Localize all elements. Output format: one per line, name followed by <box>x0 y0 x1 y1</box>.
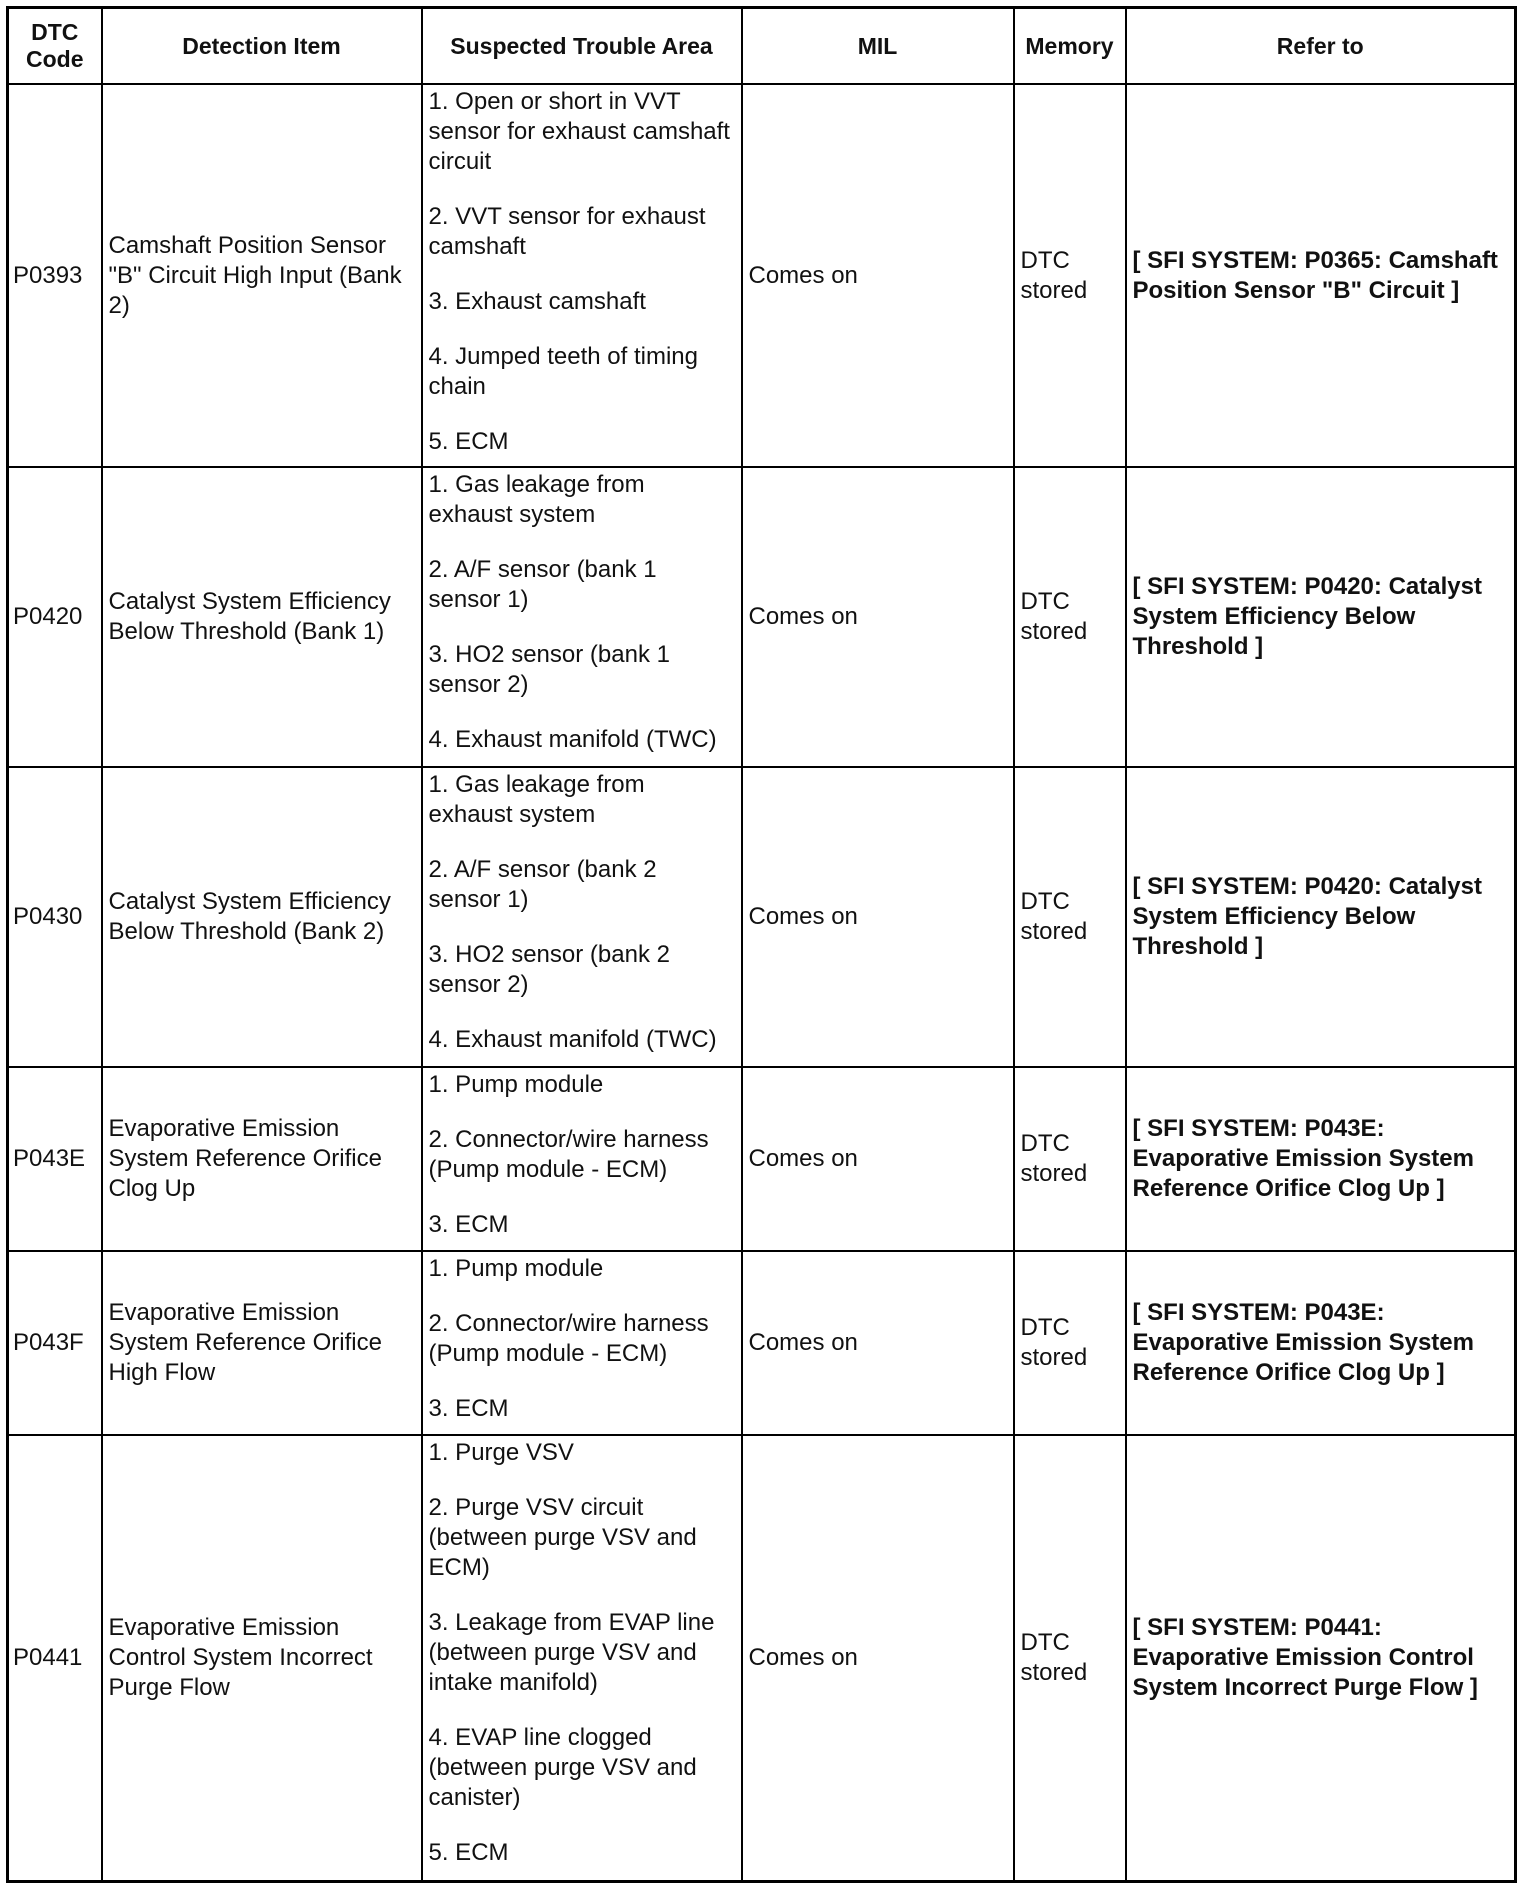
trouble-area-item: 2. Purge VSV circuit (between purge VSV and ECM) <box>428 1494 697 1581</box>
trouble-area-item: 3. Exhaust camshaft <box>428 288 646 315</box>
dtc-code-cell: P043E <box>8 1067 102 1251</box>
detection-item-cell: Evaporative Emission System Reference Orifice Clog Up <box>102 1067 422 1251</box>
trouble-area-item: 1. Purge VSV <box>428 1439 574 1466</box>
dtc-code-cell: P0420 <box>8 467 102 767</box>
table-row <box>8 767 1516 1067</box>
refer-to-cell: [ SFI SYSTEM: P0420: Catalyst System Efficiency Below Threshold ] <box>1126 767 1516 1067</box>
header-memory: Memory <box>1014 8 1126 85</box>
header-suspected-trouble-area: Suspected Trouble Area <box>422 8 742 85</box>
trouble-area-item: 3. ECM <box>428 1211 509 1238</box>
trouble-area-item: 2. VVT sensor for exhaust camshaft <box>428 203 706 260</box>
table-row <box>8 84 1516 467</box>
memory-cell: DTC stored <box>1014 1435 1126 1881</box>
refer-to-cell: [ SFI SYSTEM: P0441: Evaporative Emission Control System Incorrect Purge Flow ] <box>1126 1435 1516 1881</box>
refer-to-cell: [ SFI SYSTEM: P043E: Evaporative Emission System Reference Orifice Clog Up ] <box>1126 1251 1516 1435</box>
trouble-area-item: 2. A/F sensor (bank 1 sensor 1) <box>428 556 657 613</box>
mil-cell: Comes on <box>742 84 1014 467</box>
trouble-area-item: 1. Gas leakage from exhaust system <box>428 471 645 528</box>
header-dtc-code: DTC Code <box>8 8 102 85</box>
refer-to-cell: [ SFI SYSTEM: P043E: Evaporative Emission System Reference Orifice Clog Up ] <box>1126 1067 1516 1251</box>
trouble-area-item: 4. Exhaust manifold (TWC) <box>428 726 717 753</box>
table-row <box>8 1251 1516 1435</box>
mil-cell: Comes on <box>742 1251 1014 1435</box>
refer-to-cell: [ SFI SYSTEM: P0365: Camshaft Position Sensor "B" Circuit ] <box>1126 84 1516 467</box>
suspected-trouble-area-cell <box>422 1067 742 1251</box>
suspected-trouble-area-cell <box>422 1251 742 1435</box>
dtc-code-cell: P0430 <box>8 767 102 1067</box>
header-refer-to: Refer to <box>1126 8 1516 85</box>
memory-cell: DTC stored <box>1014 1067 1126 1251</box>
memory-cell: DTC stored <box>1014 84 1126 467</box>
dtc-code-cell: P0441 <box>8 1435 102 1881</box>
table-row <box>8 1435 1516 1881</box>
table-row <box>8 467 1516 767</box>
trouble-area-item: 4. EVAP line clogged (between purge VSV and canister) <box>428 1724 697 1811</box>
trouble-area-item: 5. ECM <box>428 1839 509 1866</box>
trouble-area-item: 2. Connector/wire harness (Pump module - ECM) <box>428 1310 709 1367</box>
trouble-area-item: 2. Connector/wire harness (Pump module - ECM) <box>428 1126 709 1183</box>
trouble-area-item: 3. HO2 sensor (bank 1 sensor 2) <box>428 641 670 698</box>
trouble-area-item: 3. HO2 sensor (bank 2 sensor 2) <box>428 941 670 998</box>
trouble-area-item: 2. A/F sensor (bank 2 sensor 1) <box>428 856 657 913</box>
header-detection-item: Detection Item <box>102 8 422 85</box>
memory-cell: DTC stored <box>1014 1251 1126 1435</box>
trouble-area-item: 4. Jumped teeth of timing chain <box>428 343 698 400</box>
memory-cell: DTC stored <box>1014 767 1126 1067</box>
dtc-code-cell: P0393 <box>8 84 102 467</box>
header-row <box>8 8 1516 85</box>
trouble-area-item: 5. ECM <box>428 428 509 455</box>
trouble-area-item: 3. Leakage from EVAP line (between purge VSV and intake manifold) <box>428 1609 715 1696</box>
detection-item-cell: Catalyst System Efficiency Below Threshold (Bank 1) <box>102 467 422 767</box>
suspected-trouble-area-cell <box>422 84 742 467</box>
header-mil: MIL <box>742 8 1014 85</box>
mil-cell: Comes on <box>742 1435 1014 1881</box>
dtc-code-cell: P043F <box>8 1251 102 1435</box>
trouble-area-item: 1. Pump module <box>428 1071 604 1098</box>
detection-item-cell: Evaporative Emission Control System Incorrect Purge Flow <box>102 1435 422 1881</box>
suspected-trouble-area-cell <box>422 467 742 767</box>
trouble-area-item: 1. Open or short in VVT sensor for exhaust camshaft circuit <box>428 88 730 175</box>
dtc-table-page <box>6 6 1514 1866</box>
dtc-table <box>6 6 1517 1883</box>
detection-item-cell: Camshaft Position Sensor "B" Circuit High Input (Bank 2) <box>102 84 422 467</box>
trouble-area-item: 1. Pump module <box>428 1255 604 1282</box>
detection-item-cell: Evaporative Emission System Reference Orifice High Flow <box>102 1251 422 1435</box>
suspected-trouble-area-cell <box>422 1435 742 1881</box>
mil-cell: Comes on <box>742 767 1014 1067</box>
memory-cell: DTC stored <box>1014 467 1126 767</box>
trouble-area-item: 1. Gas leakage from exhaust system <box>428 771 645 828</box>
mil-cell: Comes on <box>742 467 1014 767</box>
detection-item-cell: Catalyst System Efficiency Below Threshold (Bank 2) <box>102 767 422 1067</box>
suspected-trouble-area-cell <box>422 767 742 1067</box>
trouble-area-item: 4. Exhaust manifold (TWC) <box>428 1026 717 1053</box>
refer-to-cell: [ SFI SYSTEM: P0420: Catalyst System Efficiency Below Threshold ] <box>1126 467 1516 767</box>
trouble-area-item: 3. ECM <box>428 1395 509 1422</box>
mil-cell: Comes on <box>742 1067 1014 1251</box>
table-row <box>8 1067 1516 1251</box>
